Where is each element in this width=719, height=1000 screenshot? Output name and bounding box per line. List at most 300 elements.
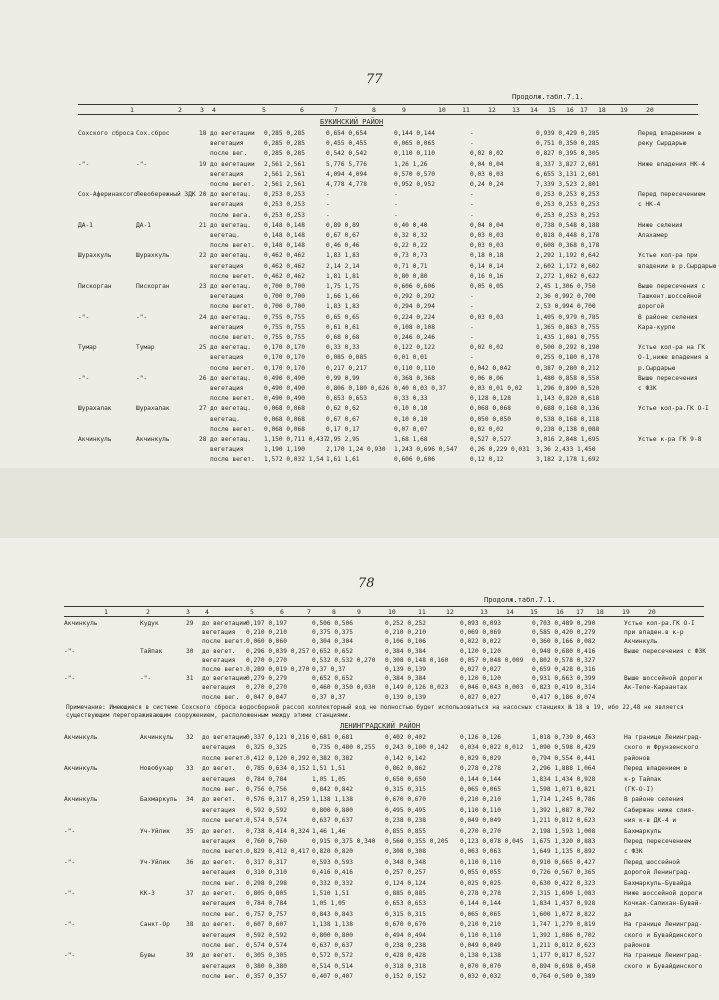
values-a: 0,305 0,305 (246, 952, 287, 960)
column-header: 13 (512, 106, 520, 114)
column-header: 1 (104, 608, 108, 616)
values-c: 0,252 0,252 (385, 620, 426, 627)
values-total: 3,36 2,433 1,450 (536, 446, 596, 454)
values-total: 0,939 0,429 0,285 (536, 130, 600, 137)
period: после вегет. (202, 754, 247, 762)
period: после вег. (202, 910, 240, 918)
values-c: 0,139 0,139 (385, 666, 426, 673)
column-header: 16 (556, 608, 564, 616)
period: вегетация (202, 962, 236, 970)
values-a: 0,325 0,325 (246, 744, 287, 752)
values-b: 0,460 0,350 0,030 (312, 684, 376, 692)
column-header: 5 (262, 106, 266, 114)
values-c: - (394, 211, 398, 219)
period: до вегетации (202, 620, 247, 627)
period: вегетация (202, 744, 236, 752)
values-total: 1,018 0,739 0,463 (532, 734, 596, 741)
station-number: 31 (186, 675, 194, 683)
values-total: 1,405 0,979 0,785 (536, 313, 600, 321)
period: вегетация (210, 354, 244, 362)
period: после вегет. (210, 303, 255, 311)
values-b: 0,652 0,652 (312, 675, 353, 683)
values-b: 1,61 1,61 (326, 456, 360, 464)
values-total: 0,360 0,166 0,082 (532, 638, 596, 646)
period: после вег. (202, 973, 240, 981)
collector-name: ДА-1 (78, 221, 93, 229)
collector-name: -"- (64, 647, 76, 655)
location-note: дорогой (638, 303, 665, 311)
column-header: 10 (438, 106, 446, 114)
values-total: 1,834 1,437 0,928 (532, 900, 596, 908)
values-b: 0,820 0,820 (312, 848, 353, 856)
values-c: 0,495 0,495 (385, 806, 426, 814)
values-b: - (326, 191, 330, 199)
collector-name: -"- (64, 952, 76, 960)
values-total: 1,090 0,598 0,429 (532, 744, 596, 752)
column-header: 9 (402, 106, 406, 114)
location-note: Выше пересечения с ФЗК (624, 647, 706, 655)
values-c: 0,862 0,862 (385, 765, 426, 773)
period: вегетация (202, 806, 236, 814)
values-a: 0,592 0,592 (246, 806, 287, 814)
values-d: - (470, 201, 474, 209)
values-d: 0,034 0,022 0,012 (460, 744, 524, 752)
values-c: 0,10 0,10 (394, 415, 428, 423)
values-c: 0,110 0,110 (394, 364, 435, 372)
values-c: 0,40 0,40 (394, 221, 428, 229)
table-rule (78, 114, 698, 115)
values-b: 1,75 1,75 (326, 283, 360, 290)
values-b: 0,67 0,67 (326, 232, 360, 239)
table-row (0, 765, 719, 775)
values-b: 1,51 1,51 (312, 765, 346, 773)
location-note: дорогой Ленинград- (624, 869, 692, 877)
values-c: 0,01 0,01 (394, 354, 428, 362)
table-row (0, 324, 719, 334)
values-c: 0,71 0,71 (394, 262, 428, 270)
values-c: 0,80 0,80 (394, 272, 428, 280)
values-c: 0,670 0,670 (385, 921, 426, 929)
values-total: 1,649 1,135 0,892 (532, 848, 596, 856)
table-row (0, 932, 719, 942)
values-d: 0,24 0,24 (470, 181, 504, 188)
table-row (0, 232, 719, 242)
values-c: 0,238 0,238 (385, 942, 426, 949)
values-a: 0,490 0,490 (264, 374, 305, 382)
values-b: 0,65 0,65 (326, 313, 360, 321)
values-d: 0,063 0,063 (460, 848, 501, 856)
values-b: 1,81 1,81 (326, 272, 360, 280)
values-a: 0,700 0,700 (264, 293, 305, 301)
values-c: 0,32 0,32 (394, 232, 428, 239)
table-row (0, 786, 719, 796)
values-a: 0,068 0,068 (264, 415, 305, 423)
table-row (0, 130, 719, 140)
values-d: - (470, 140, 474, 148)
table-row (0, 880, 719, 890)
location-note: районов (624, 942, 651, 949)
location-note: Выше пересечения (638, 374, 698, 382)
values-d: 0,144 0,144 (460, 900, 501, 908)
values-b: 0,68 0,68 (326, 334, 360, 341)
values-a: 0,170 0,170 (264, 354, 305, 362)
values-b: 0,382 0,382 (312, 754, 353, 762)
values-total: 1,714 1,245 0,786 (532, 796, 596, 804)
period: до вегет. (202, 952, 236, 960)
location-note: Перед впадением в (624, 765, 688, 773)
values-a: 0,148 0,148 (264, 242, 305, 250)
table-note: Примечание: Имеющиеся в системе Сохского сброса водосборной рассол коллекторный вод не полностью будет использоваться на насосных станциях № 18 в 19, ибо 22,48 не является существующим перегораживающим сооружением, расположенным между этими станциями. (66, 704, 684, 719)
page-top (0, 0, 719, 468)
location-note: Перед пересечением (638, 191, 706, 199)
column-header: 2 (178, 106, 182, 114)
values-a: 2,561 2,561 (264, 160, 305, 168)
values-a: 0,607 0,607 (246, 921, 287, 929)
subcollector-name: Шурахалак (136, 405, 170, 413)
period: до вегет. (202, 647, 236, 655)
table-row (0, 293, 719, 303)
values-a: 0,576 0,317 0,259 (246, 796, 310, 804)
table-row (0, 848, 719, 858)
values-c: 0,318 0,318 (385, 962, 426, 970)
location-note: Выше шоссейной дороги (624, 675, 703, 683)
values-d: 0,02 0,02 (470, 150, 504, 158)
values-total: 0,751 0,350 0,285 (536, 140, 600, 148)
table-row (0, 952, 719, 962)
subcollector-name: Пискорган (136, 283, 170, 290)
table-row (0, 900, 719, 910)
values-a: 0,574 0,574 (246, 942, 287, 949)
period: до вегетации (202, 675, 247, 683)
table-row (0, 181, 719, 191)
location-note: Устье кол-ра на ГК (638, 344, 706, 352)
values-d: 0,032 0,032 (460, 973, 501, 981)
collector-name: Акчинкуль (78, 436, 112, 443)
values-c: 0,294 0,294 (394, 303, 435, 311)
column-header: 20 (646, 106, 654, 114)
table-row (0, 694, 719, 704)
table-row (0, 755, 719, 765)
values-c: 0,368 0,368 (394, 374, 435, 382)
page-number: 78 (358, 576, 375, 591)
values-a: 0,298 0,298 (246, 879, 287, 887)
values-a: 0,462 0,462 (264, 262, 305, 270)
period: вегетация (210, 170, 244, 178)
period: до вегетации (210, 130, 255, 137)
values-b: 0,217 0,217 (326, 364, 367, 372)
values-total: 2,45 1,306 0,750 (536, 283, 596, 290)
values-c: 0,110 0,110 (394, 150, 435, 158)
values-total: 3,016 2,848 1,695 (536, 436, 600, 443)
values-a: 0,253 0,253 (264, 211, 305, 219)
column-header: 14 (530, 106, 538, 114)
period: до вегетац. (210, 313, 251, 321)
table-row (0, 201, 719, 211)
location-note: Выше пересечения с (638, 283, 706, 290)
values-d: 0,093 0,093 (460, 620, 501, 627)
period: до вегетации (202, 734, 247, 741)
table-row (0, 456, 719, 466)
values-d: 0,270 0,270 (460, 827, 501, 835)
values-b: 2,14 2,14 (326, 262, 360, 270)
values-a: 0,785 0,634 0,152 (246, 765, 310, 773)
period: до вегет. (202, 796, 236, 804)
values-b: 0,637 0,637 (312, 817, 353, 825)
values-total: 0,764 0,509 0,389 (532, 973, 596, 981)
values-b: 0,17 0,17 (326, 425, 360, 433)
period: до вегетации (210, 160, 255, 168)
station-number: 25 (199, 344, 207, 352)
subcollector-name: Шурахкуль (136, 252, 170, 260)
subcollector-name: Тайпак (140, 647, 163, 655)
values-a: 0,592 0,592 (246, 931, 287, 939)
period: до вегетац. (210, 283, 251, 290)
values-total: 0,238 0,138 0,088 (536, 425, 600, 433)
table-row (0, 344, 719, 354)
period: вегетация (210, 323, 244, 331)
values-total: 1,598 1,071 0,821 (532, 786, 596, 793)
table-row (0, 314, 719, 324)
values-b: 1,510 1,51 (312, 890, 350, 897)
values-total: 1,365 0,863 0,755 (536, 323, 600, 331)
period: до вегет. (202, 765, 236, 773)
values-a: 0,784 0,784 (246, 900, 287, 908)
values-b: 0,572 0,572 (312, 952, 353, 960)
values-c: 0,560 0,355 0,205 (385, 838, 449, 845)
location-note: В районе селения (638, 313, 698, 321)
period: вегетация (202, 775, 236, 783)
column-header: 7 (334, 106, 338, 114)
column-header: 17 (576, 608, 584, 616)
column-header: 9 (357, 608, 361, 616)
values-a: 0,253 0,253 (264, 201, 305, 209)
values-b: - (326, 211, 330, 219)
location-note: На границе Ленинград- (624, 921, 703, 929)
collector-name: Тумар (78, 344, 97, 352)
values-total: 2,292 1,192 0,642 (536, 252, 600, 260)
values-d: 0,110 0,110 (460, 931, 501, 939)
table-rule (64, 616, 704, 617)
values-c: 0,122 0,122 (394, 344, 435, 352)
values-d: - (470, 130, 474, 137)
subcollector-name: Акчинкуль (136, 436, 170, 443)
values-c: 0,384 0,384 (385, 675, 426, 683)
values-b: 4,094 4,094 (326, 170, 367, 178)
values-a: 0,148 0,148 (264, 221, 305, 229)
values-c: 0,243 0,100 0,142 (385, 744, 449, 752)
values-a: 0,060 0,060 (246, 638, 287, 646)
table-row (0, 921, 719, 931)
values-a: 0,829 0,412 0,417 (246, 848, 310, 856)
location-note: при впаден.в к-р (624, 629, 684, 637)
values-total: 2,198 1,593 1,008 (532, 827, 596, 835)
values-c: 0,238 0,238 (385, 817, 426, 825)
values-a: 0,412 0,120 0,292 (246, 754, 310, 762)
values-b: 0,843 0,843 (312, 910, 353, 918)
values-b: 2,95 2,95 (326, 436, 360, 443)
period: вегетация (202, 656, 236, 664)
table-row (0, 828, 719, 838)
table-row (0, 963, 719, 973)
values-c: 0,73 0,73 (394, 252, 428, 260)
values-c: 0,149 0,126 0,023 (385, 684, 449, 692)
values-b: 0,37 0,37 (312, 666, 346, 673)
table-row (0, 283, 719, 293)
column-header: 16 (566, 106, 574, 114)
values-c: 0,384 0,384 (385, 647, 426, 655)
values-a: 0,700 0,700 (264, 303, 305, 311)
column-header: 12 (446, 608, 454, 616)
values-c: 0,315 0,315 (385, 910, 426, 918)
subcollector-name: Акчинкуль (140, 734, 174, 741)
values-b: 0,800 0,800 (312, 806, 353, 814)
location-note: реку Сырдарью (638, 140, 687, 148)
values-c: 0,855 0,855 (385, 827, 426, 835)
table-row (0, 191, 719, 201)
values-a: 0,755 0,755 (264, 323, 305, 331)
location-note: В районе селения (624, 796, 684, 804)
values-c: 0,246 0,246 (394, 334, 435, 341)
column-header: 4 (212, 106, 216, 114)
subcollector-name: Уч-Уйлик (140, 858, 170, 866)
period: вегетация (202, 869, 236, 877)
values-c: 0,139 0,139 (385, 693, 426, 701)
values-d: 0,110 0,110 (460, 858, 501, 866)
values-total: 0,630 0,422 0,323 (532, 879, 596, 887)
page-gap (0, 468, 719, 538)
period: вегетация (202, 838, 236, 845)
values-d: 0,027 0,027 (460, 666, 501, 673)
values-d: 0,144 0,144 (460, 775, 501, 783)
period: до вегет. (202, 827, 236, 835)
column-header: 15 (530, 608, 538, 616)
table-continuation-label: Продолж.табл.7.1. (512, 93, 584, 101)
period: вегетац. (210, 415, 240, 423)
values-d: 0,068 0,068 (470, 405, 511, 413)
values-c: - (394, 201, 398, 209)
column-header: 6 (300, 106, 304, 114)
column-header: 18 (596, 608, 604, 616)
subcollector-name: Уч-Уйлик (140, 827, 170, 835)
period: после вегет. (210, 242, 255, 250)
collector-name: Акчинкуль (64, 620, 98, 627)
values-a: 0,755 0,755 (264, 313, 305, 321)
subcollector-name: Новобухар (140, 765, 174, 773)
location-note: да (624, 910, 632, 918)
values-d: 0,120 0,120 (460, 647, 501, 655)
location-note: ния к-в ДК-4 и (624, 817, 677, 825)
values-total: 0,659 0,428 0,316 (532, 666, 596, 673)
station-number: 26 (199, 374, 207, 382)
values-d: 0,110 0,110 (460, 806, 501, 814)
location-note: Перед пересечением (624, 838, 692, 845)
values-b: 0,61 0,61 (326, 323, 360, 331)
values-total: 1,480 0,858 0,550 (536, 374, 600, 382)
values-c: 0,606 0,606 (394, 456, 435, 464)
values-b: 0,085 0,085 (326, 354, 367, 362)
column-header: 19 (622, 608, 630, 616)
station-number: 37 (186, 890, 194, 897)
column-header: 4 (205, 608, 209, 616)
collector-name: -"- (64, 675, 76, 683)
column-header: 7 (307, 608, 311, 616)
table-row (0, 365, 719, 375)
values-a: 2,561 2,561 (264, 181, 305, 188)
values-a: 0,380 0,380 (246, 962, 287, 970)
values-b: 0,375 0,375 (312, 629, 353, 637)
page-bottom (0, 538, 719, 1000)
values-a: 0,279 0,279 (246, 675, 287, 683)
station-number: 28 (199, 436, 207, 443)
location-note: р.Сырдарью (638, 364, 676, 372)
period: вегетация (210, 201, 244, 209)
location-note: ского и Бувайдинского (624, 962, 703, 970)
values-total: 0,823 0,419 0,314 (532, 684, 596, 692)
values-a: 0,784 0,784 (246, 775, 287, 783)
table-rule (78, 104, 698, 105)
values-b: 0,89 0,89 (326, 221, 360, 229)
values-c: 0,142 0,142 (385, 754, 426, 762)
values-b: 2,170 1,24 0,930 (326, 446, 386, 454)
subcollector-name: -"- (140, 675, 152, 683)
table-row (0, 354, 719, 364)
values-a: 0,337 0,121 0,216 (246, 734, 310, 741)
collector-name: -"- (64, 827, 76, 835)
values-total: 0,726 0,567 0,365 (532, 869, 596, 877)
table-row (0, 395, 719, 405)
values-d: 0,069 0,069 (460, 629, 501, 637)
values-b: 0,654 0,654 (326, 130, 367, 137)
station-number: 38 (186, 921, 194, 929)
collector-name: Акчинкуль (64, 765, 98, 773)
values-d: 0,527 0,527 (470, 436, 511, 443)
column-header: 18 (598, 106, 606, 114)
values-total: 2,315 1,690 1,083 (532, 890, 596, 897)
values-total: 3,182 2,178 1,692 (536, 456, 600, 464)
values-total: 2,602 1,172 0,602 (536, 262, 600, 270)
values-d: 0,120 0,120 (460, 675, 501, 683)
period: после вег. (210, 150, 248, 158)
values-c: 0,124 0,124 (385, 879, 426, 887)
values-c: 0,494 0,494 (385, 931, 426, 939)
period: вегетация (210, 262, 244, 270)
values-d: 0,027 0,027 (460, 693, 501, 701)
values-b: 1,05 1,05 (312, 775, 346, 783)
column-header: 12 (488, 106, 496, 114)
location-note: Ниже шоссейной дороги (624, 890, 703, 897)
period: после вегет. (210, 456, 255, 464)
table-row (0, 212, 719, 222)
values-d: - (470, 303, 474, 311)
table-row (0, 436, 719, 446)
values-b: 0,416 0,416 (312, 869, 353, 877)
period: после вег. (202, 942, 240, 949)
location-note: с ФЗК (638, 385, 657, 392)
values-d: 0,26 0,229 0,031 (470, 446, 530, 454)
location-note: Бахмаркуль-Бувайда (624, 879, 692, 887)
location-note: Ниже селения (638, 221, 683, 229)
values-b: 0,99 0,99 (326, 374, 360, 382)
values-d: 0,055 0,055 (460, 869, 501, 877)
table-row (0, 446, 719, 456)
location-note: Устье к-ра ГК 9-8 (638, 436, 702, 443)
subcollector-name: Санкт-Ор (140, 921, 170, 929)
subcollector-name: Левобережный ЗДК (136, 191, 196, 199)
values-d: 0,02 0,02 (470, 344, 504, 352)
values-total: 1,435 1,001 0,755 (536, 334, 600, 341)
station-number: 18 (199, 130, 207, 137)
values-b: 0,806 0,180 0,626 (326, 385, 390, 392)
